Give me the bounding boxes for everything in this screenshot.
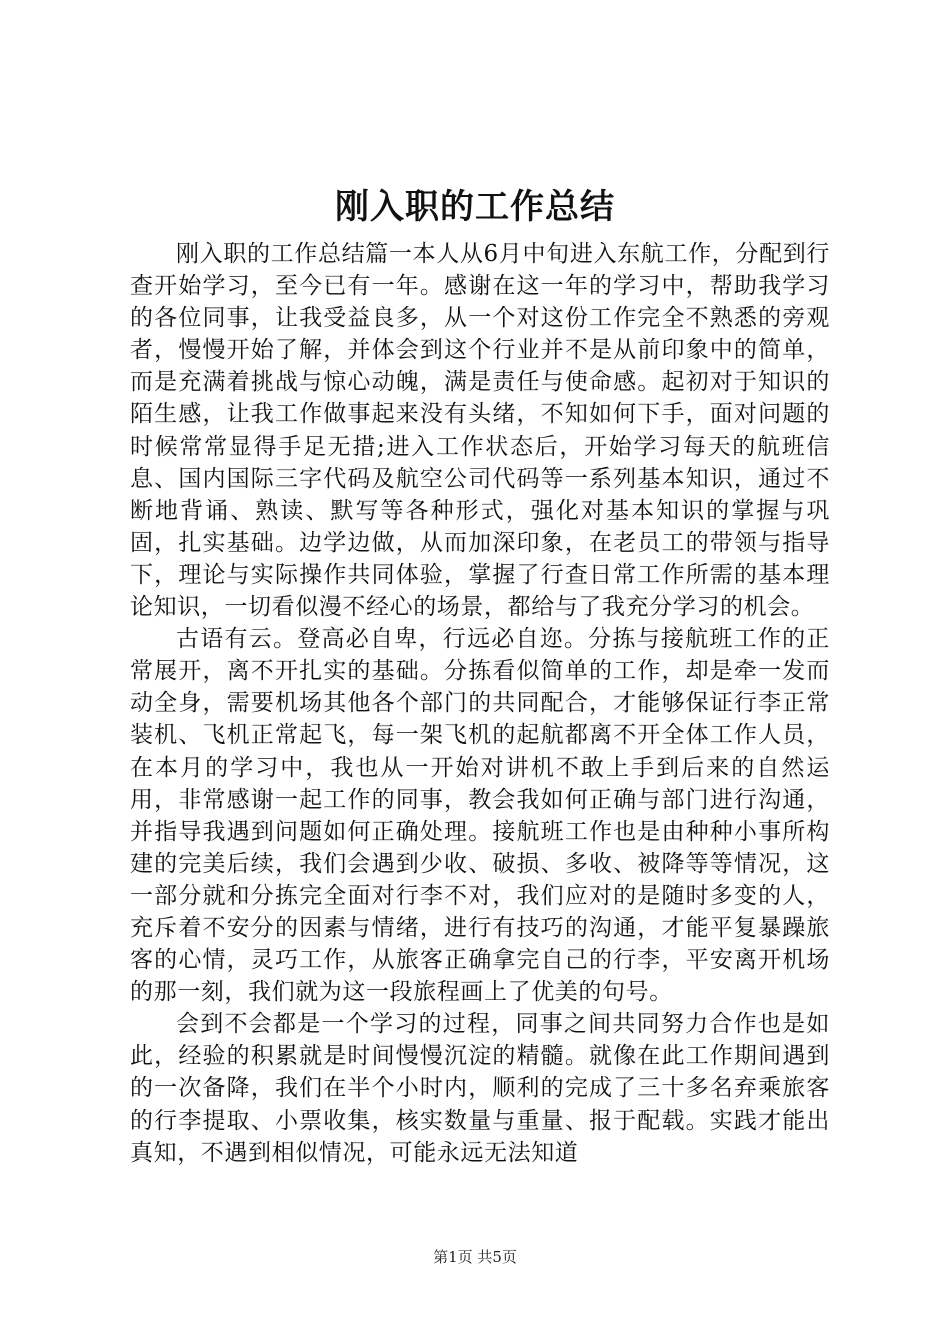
document-body	[130, 238, 830, 1169]
paragraph-1: 刚入职的工作总结篇一本人从6月中旬进入东航工作，分配到行查开始学习，至今已有一年。感谢在这一年的学习中，帮助我学习的各位同事，让我受益良多，从一个对这份工作完全不熟悉的旁观者，慢慢开始了解，并体会到这个行业并不是从前印象中的简单，而是充满着挑战与惊心动魄，满是责任与使命感。起初对于知识的陌生感，让我工作做事起来没有头绪，不知如何下手，面对问题的时候常常显得手足无措;进入工作状态后，开始学习每天的航班信息、国内国际三字代码及航空公司代码等一系列基本知识，通过不断地背诵、熟读、默写等各种形式，强化对基本知识的掌握与巩固，扎实基础。边学边做，从而加深印象，在老员工的带领与指导下，理论与实际操作共同体验，掌握了行查日常工作所需的基本理论知识，一切看似漫不经心的场景，都给与了我充分学习的机会。	[130, 241, 830, 621]
paragraph-2: 古语有云。登高必自卑，行远必自迩。分拣与接航班工作的正常展开，离不开扎实的基础。分拣看似简单的工作，却是牵一发而动全身，需要机场其他各个部门的共同配合，才能够保证行李正常装机、飞机正常起飞，每一架飞机的起航都离不开全体工作人员，在本月的学习中，我也从一开始对讲机不敢上手到后来的自然运用，非常感谢一起工作的同事，教会我如何正确与部门进行沟通，并指导我遇到问题如何正确处理。接航班工作也是由种种小事所构建的完美后续，我们会遇到少收、破损、多收、被降等等情况，这一部分就和分拣完全面对行李不对，我们应对的是随时多变的人，充斥着不安分的因素与情绪，进行有技巧的沟通，才能平复暴躁旅客的心情，灵巧工作，从旅客正确拿完自己的行李，平安离开机场的那一刻，我们就为这一段旅程画上了优美的句号。	[130, 626, 830, 1006]
document-title: 刚入职的工作总结	[335, 187, 615, 227]
page-number-footer: 第1页 共5页	[433, 1248, 517, 1266]
paragraph-3: 会到不会都是一个学习的过程，同事之间共同努力合作也是如此，经验的积累就是时间慢慢沉淀的精髓。就像在此工作期间遇到的一次备降，我们在半个小时内，顺利的完成了三十多名弃乘旅客的行李提取、小票收集，核实数量与重量、报于配载。实践才能出真知，不遇到相似情况，可能永远无法知道	[130, 1011, 830, 1166]
